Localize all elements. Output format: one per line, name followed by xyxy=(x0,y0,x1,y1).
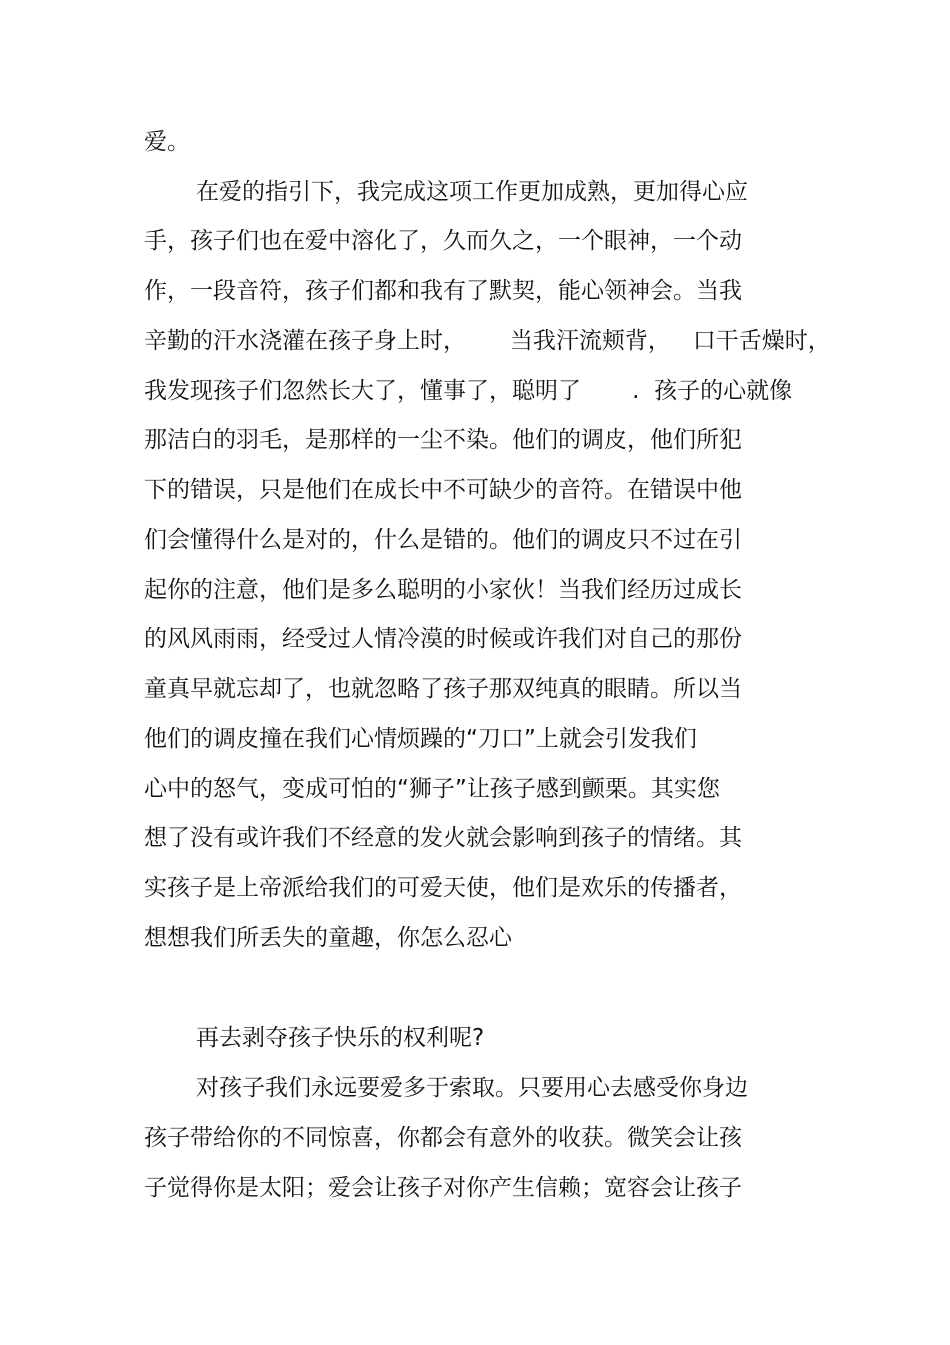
text-line: 他们的调皮撞在我们心情烦躁的“刀口”上就会引发我们 xyxy=(144,726,697,752)
text-line: 对孩子我们永远要爱多于索取。只要用心去感受你身边 xyxy=(196,1075,748,1101)
text-line: 想了没有或许我们不经意的发火就会影响到孩子的情绪。其 xyxy=(144,825,742,851)
text-line: 孩子带给你的不同惊喜，你都会有意外的收获。微笑会让孩 xyxy=(144,1125,742,1151)
text-line: 在爱的指引下，我完成这项工作更加成熟，更加得心应 xyxy=(196,179,748,205)
text-line: 作，一段音符，孩子们都和我有了默契，能心领神会。当我 xyxy=(144,278,742,304)
text-line: 那洁白的羽毛，是那样的一尘不染。他们的调皮，他们所犯 xyxy=(144,427,742,453)
text-line: 实孩子是上帝派给我们的可爱天使，他们是欢乐的传播者， xyxy=(144,875,742,901)
text-line: 再去剥夺孩子快乐的权利呢? xyxy=(196,1025,485,1051)
text-line: 爱。 xyxy=(144,129,190,155)
text-line: 我发现孩子们忽然长大了，懂事了，聪明了 . 孩子的心就像 xyxy=(144,378,793,404)
text-line: 童真早就忘却了，也就忽略了孩子那双纯真的眼睛。所以当 xyxy=(144,676,742,702)
text-line: 心中的怒气，变成可怕的“狮子”让孩子感到颤栗。其实您 xyxy=(144,776,720,802)
text-line: 起你的注意，他们是多么聪明的小家伙！当我们经历过成长 xyxy=(144,577,742,603)
text-line: 手，孩子们也在爱中溶化了，久而久之，一个眼神，一个动 xyxy=(144,228,742,254)
text-line: 辛勤的汗水浇灌在孩子身上时， 当我汗流颊背， 口干舌燥时， xyxy=(144,328,831,354)
text-line: 子觉得你是太阳；爱会让孩子对你产生信赖；宽容会让孩子 xyxy=(144,1175,742,1201)
text-line: 想想我们所丢失的童趣，你怎么忍心 xyxy=(144,925,512,951)
text-line: 们会懂得什么是对的，什么是错的。他们的调皮只不过在引 xyxy=(144,527,742,553)
text-line: 下的错误，只是他们在成长中不可缺少的音符。在错误中他 xyxy=(144,477,742,503)
text-line: 的风风雨雨，经受过人情冷漠的时候或许我们对自己的那份 xyxy=(144,626,742,652)
